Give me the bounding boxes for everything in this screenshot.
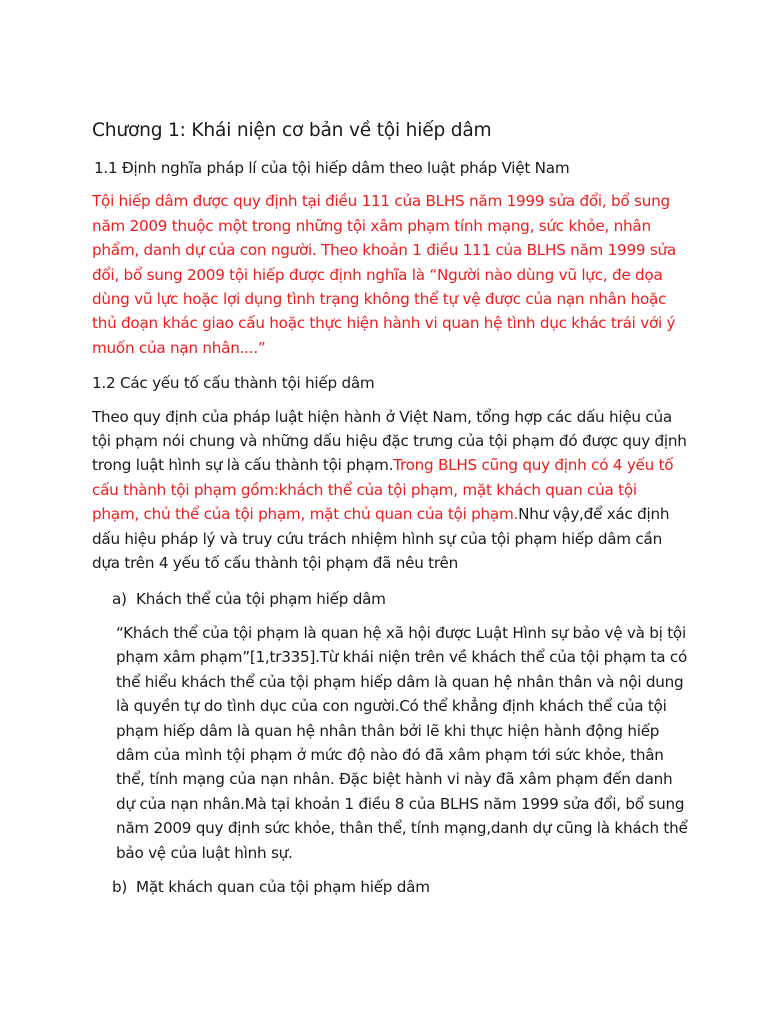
item-a-paragraph: “Khách thể của tội phạm là quan hệ xã hội được Luật Hình sự bảo vệ và bị tội phạm xâm phạm”[1,tr335].Từ khái niện trên về khách thể của tội phạm ta có thể hiểu khách thể của tội phạm hiếp dâm là quan hệ nhân thân và nội dung là quyền tự do tình dục của con người.Có thể khẳng định khách thể của tội phạm hiếp dâm là quan hệ nhân thân bởi lẽ khi thực hiện hành động hiếp dâm của mình tội phạm ở mức độ nào đó đã xâm phạm tới sức khỏe, thân thể, tính mạng của nạn nhân. Đặc biệt hành vi này đã xâm phạm đến danh dự của nạn nhân.Mà tại khoản 1 điều 8 của BLHS năm 1999 sửa đổi, bổ sung năm 2009 quy định sức khỏe, thân thể, tính mạng,danh dự cũng là khách thể bảo vệ của luật hình sự.: [116, 623, 688, 862]
list-item-b: [92, 875, 688, 899]
section-1-2-text-part3: Như vậy,để xác định dấu hiệu pháp lý và truy cứu trách nhiệm hình sự của tội phạm hiếp dâm cần dựa trên 4 yếu tố cấu thành tội phạm đã nêu trên: [92, 505, 670, 573]
list-item-a: [92, 587, 688, 611]
section-1-2-paragraph: [92, 405, 688, 576]
section-1-2-text-red: Trong BLHS cũng quy định có 4 yếu tố cấu thành tội phạm gồm:khách thể của tội phạm, mặt khách quan của tội phạm, chủ thể của tội phạm, mặt chủ quan của tội phạm.: [92, 456, 674, 524]
list-item-b-label: Mặt khách quan của tội phạm hiếp dâm: [136, 877, 430, 896]
list-marker-b: b): [112, 877, 128, 896]
section-1-2-text-part1: Theo quy định của pháp luật hiện hành ở Việt Nam, tổng hợp các dấu hiệu của tội phạm nói chung và những dấu hiệu đặc trưng của tội phạm đó được quy định trong luật hình sự là cấu thành tội phạm.: [92, 407, 687, 475]
section-1-2-heading: 1.2 Các yếu tố cấu thành tội hiếp dâm: [92, 374, 375, 393]
section-1-1-paragraph: Tội hiếp dâm được quy định tại điều 111 của BLHS năm 1999 sửa đổi, bổ sung năm 2009 thuộc một trong những tội xâm phạm tính mạng, sức khỏe, nhân phẩm, danh dự của con người. Theo khoản 1 điều 111 của BLHS năm 1999 sửa đổi, bổ sung 2009 tội hiếp được định nghĩa là “Người nào dùng vũ lực, đe dọa dùng vũ lực hoặc lợi dụng tình trạng không thể tự vệ được của nạn nhân hoặc thủ đoạn khác giao cấu hoặc thực hiện hành vi quan hệ tình dục khác trái với ý muốn của nạn nhân....”: [92, 192, 676, 357]
list-marker-a: a): [112, 589, 127, 608]
section-1-1-heading: 1.1 Định nghĩa pháp lí của tội hiếp dâm theo luật pháp Việt Nam: [94, 159, 570, 177]
list-item-a-label: Khách thể của tội phạm hiếp dâm: [136, 589, 386, 608]
chapter-title: Chương 1: Khái niện cơ bản về tội hiếp dâm: [92, 120, 492, 141]
document-page: [92, 118, 688, 909]
